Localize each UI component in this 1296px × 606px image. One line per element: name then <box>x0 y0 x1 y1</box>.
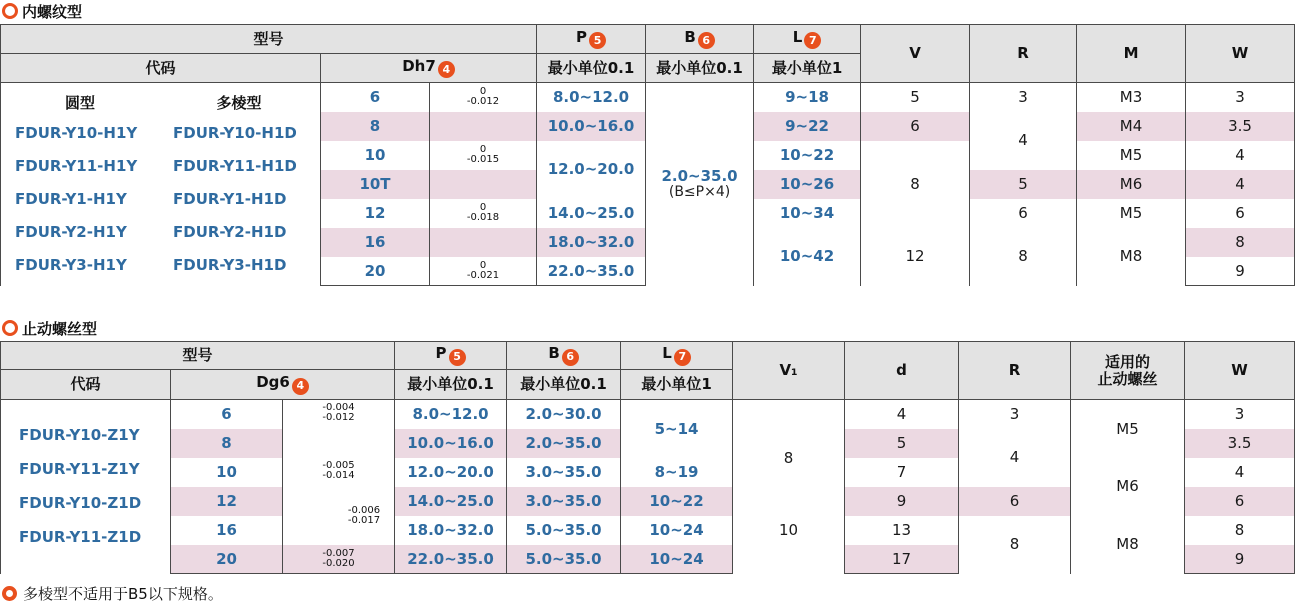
code-list <box>1 400 171 574</box>
w-value: 3 <box>1186 83 1295 112</box>
m-value: M4 <box>1077 112 1186 141</box>
tolerance-empty <box>430 228 537 257</box>
circle-bullet-icon <box>2 3 18 19</box>
r-value: 6 <box>959 487 1071 516</box>
code: FDUR-Y10-Z1D <box>19 494 142 512</box>
multi-code: FDUR-Y1-H1D <box>173 190 287 208</box>
m-value: M5 <box>1077 141 1186 170</box>
header-b: B 6 <box>507 342 621 370</box>
header-d: d <box>845 342 959 400</box>
section1-title <box>2 1 82 21</box>
multi-code: FDUR-Y10-H1D <box>173 124 297 142</box>
number-6-icon: 6 <box>698 32 715 49</box>
r-value: 8 <box>970 228 1077 286</box>
round-code: FDUR-Y10-H1Y <box>15 124 138 142</box>
screw-value: M8 <box>1071 516 1185 574</box>
r-value: 4 <box>959 429 1071 487</box>
round-type-label: 圆型 <box>64 94 95 112</box>
r-value: 4 <box>970 112 1077 170</box>
l-value: 10~24 <box>621 545 733 574</box>
header-p-unit: 最小单位0.1 <box>537 54 646 83</box>
number-7-icon: 7 <box>804 32 821 49</box>
p-value: 22.0~35.0 <box>537 257 646 286</box>
code: FDUR-Y11-Z1Y <box>19 460 140 478</box>
m-value: M5 <box>1077 199 1186 228</box>
number-6-icon: 6 <box>562 349 579 366</box>
b-value: 3.0~35.0 <box>507 458 621 487</box>
l-value: 10~22 <box>754 141 861 170</box>
b-value: 5.0~35.0 <box>507 545 621 574</box>
header-b-unit: 最小单位0.1 <box>646 54 754 83</box>
header-r: R <box>970 25 1077 83</box>
header-model: 型号 <box>1 342 395 370</box>
header-l-unit: 最小单位1 <box>621 370 733 400</box>
header-l-unit: 最小单位1 <box>754 54 861 83</box>
w-value: 4 <box>1186 141 1295 170</box>
p-value: 22.0~35.0 <box>395 545 507 574</box>
table-row <box>1 83 1295 112</box>
header-w: W <box>1185 342 1295 400</box>
tolerance: -0.006 -0.017 <box>347 505 381 526</box>
p-value: 8.0~12.0 <box>395 400 507 429</box>
bullet-dot-icon <box>2 586 17 601</box>
round-code: FDUR-Y3-H1Y <box>15 256 127 274</box>
header-v: V <box>861 25 970 83</box>
tolerance: -0.007 -0.020 <box>283 545 395 574</box>
dg-value: 20 <box>171 545 283 574</box>
tolerance: 0 -0.015 <box>430 141 537 170</box>
d-value: 4 <box>845 400 959 429</box>
r-value: 6 <box>970 199 1077 228</box>
set-screw-table <box>0 341 1295 574</box>
multi-code: FDUR-Y3-H1D <box>173 256 287 274</box>
number-4-icon: 4 <box>438 61 455 78</box>
tolerance: -0.005 -0.014 <box>283 458 395 516</box>
p-value: 14.0~25.0 <box>537 199 646 228</box>
header-dh: Dh7 4 <box>321 54 537 83</box>
w-value: 4 <box>1185 458 1295 487</box>
header-m: M <box>1077 25 1186 83</box>
w-value: 3.5 <box>1185 429 1295 458</box>
b-value: 3.0~35.0 <box>507 487 621 516</box>
dh-value: 10T <box>321 170 430 199</box>
w-value: 6 <box>1185 487 1295 516</box>
l-value: 9~22 <box>754 112 861 141</box>
code: FDUR-Y10-Z1Y <box>19 426 140 444</box>
d-value: 9 <box>845 487 959 516</box>
dh-value: 20 <box>321 257 430 286</box>
dh-value: 12 <box>321 199 430 228</box>
dg-value: 12 <box>171 487 283 516</box>
m-value: M6 <box>1077 170 1186 199</box>
p-value: 14.0~25.0 <box>395 487 507 516</box>
tolerance: 0 -0.018 <box>430 199 537 228</box>
code-list <box>1 83 321 286</box>
v-value: 12 <box>861 228 970 286</box>
section2-title <box>2 318 97 338</box>
r-value: 3 <box>970 83 1077 112</box>
w-value: 3.5 <box>1186 112 1295 141</box>
header-l: L 7 <box>621 342 733 370</box>
v1-value: 8 <box>733 400 845 516</box>
number-7-icon: 7 <box>674 349 691 366</box>
d-value: 13 <box>845 516 959 545</box>
screw-value: M6 <box>1071 458 1185 516</box>
header-b: B 6 <box>646 25 754 54</box>
p-value: 8.0~12.0 <box>537 83 646 112</box>
w-value: 8 <box>1186 228 1295 257</box>
l-value: 10~26 <box>754 170 861 199</box>
footnote <box>2 584 223 602</box>
header-code: 代码 <box>1 370 171 400</box>
dh-value: 16 <box>321 228 430 257</box>
round-code: FDUR-Y11-H1Y <box>15 157 138 175</box>
d-value: 5 <box>845 429 959 458</box>
screw-value: M5 <box>1071 400 1185 458</box>
dg-value: 6 <box>171 400 283 429</box>
dg-value: 10 <box>171 458 283 487</box>
w-value: 3 <box>1185 400 1295 429</box>
p-value: 10.0~16.0 <box>395 429 507 458</box>
tolerance: -0.004 -0.012 <box>283 400 395 458</box>
table-row <box>1 458 1295 487</box>
multi-code: FDUR-Y11-H1D <box>173 157 297 175</box>
tolerance-empty <box>430 112 537 141</box>
dh-value: 8 <box>321 112 430 141</box>
header-w: W <box>1186 25 1295 83</box>
l-value: 8~19 <box>621 458 733 487</box>
b-value: 5.0~35.0 <box>507 516 621 545</box>
header-v1: V₁ <box>733 342 845 400</box>
header-screw: 适用的 止动螺丝 <box>1071 342 1185 400</box>
p-value: 18.0~32.0 <box>395 516 507 545</box>
multi-type-label: 多棱型 <box>216 94 262 112</box>
header-model: 型号 <box>1 25 537 54</box>
v1-value: 10 <box>733 516 845 574</box>
header-l: L 7 <box>754 25 861 54</box>
header-dg: Dg6 4 <box>171 370 395 400</box>
w-value: 6 <box>1186 199 1295 228</box>
footnote-text: 多棱型不适用于B5以下规格。 <box>23 584 223 603</box>
w-value: 4 <box>1186 170 1295 199</box>
header-b-unit: 最小单位0.1 <box>507 370 621 400</box>
internal-thread-table <box>0 24 1295 286</box>
dg-value: 8 <box>171 429 283 458</box>
round-code: FDUR-Y1-H1Y <box>15 190 127 208</box>
tolerance-empty <box>430 170 537 199</box>
header-r: R <box>959 342 1071 400</box>
d-value: 17 <box>845 545 959 574</box>
round-code: FDUR-Y2-H1Y <box>15 223 127 241</box>
number-4-icon: 4 <box>292 378 309 395</box>
table-row <box>1 400 1295 429</box>
table-row <box>1 516 1295 545</box>
l-value: 10~42 <box>754 228 861 286</box>
l-value: 10~34 <box>754 199 861 228</box>
l-value: 10~22 <box>621 487 733 516</box>
v-value: 6 <box>861 112 970 141</box>
w-value: 9 <box>1185 545 1295 574</box>
circle-bullet-icon <box>2 320 18 336</box>
code: FDUR-Y11-Z1D <box>19 528 142 546</box>
m-value: M8 <box>1077 228 1186 286</box>
w-value: 9 <box>1186 257 1295 286</box>
b-value: 2.0~35.0 <box>507 429 621 458</box>
section1-title-text: 内螺纹型 <box>22 2 83 21</box>
tolerance: 0 -0.021 <box>430 257 537 286</box>
tolerance: 0 -0.012 <box>430 83 537 112</box>
header-p: P 5 <box>395 342 507 370</box>
l-value: 10~24 <box>621 516 733 545</box>
p-value: 12.0~20.0 <box>395 458 507 487</box>
r-value: 5 <box>970 170 1077 199</box>
dh-value: 6 <box>321 83 430 112</box>
p-value: 18.0~32.0 <box>537 228 646 257</box>
multi-code: FDUR-Y2-H1D <box>173 223 287 241</box>
b-value: 2.0~35.0 (B≤P×4) <box>646 83 754 286</box>
dg-value: 16 <box>171 516 283 545</box>
dh-value: 10 <box>321 141 430 170</box>
l-value: 9~18 <box>754 83 861 112</box>
section2-title-text: 止动螺丝型 <box>22 319 98 338</box>
header-p: P 5 <box>537 25 646 54</box>
p-value: 10.0~16.0 <box>537 112 646 141</box>
d-value: 7 <box>845 458 959 487</box>
v-value: 8 <box>861 141 970 228</box>
header-code: 代码 <box>1 54 321 83</box>
r-value: 8 <box>959 516 1071 574</box>
header-p-unit: 最小单位0.1 <box>395 370 507 400</box>
v-value: 5 <box>861 83 970 112</box>
w-value: 8 <box>1185 516 1295 545</box>
m-value: M3 <box>1077 83 1186 112</box>
number-5-icon: 5 <box>589 32 606 49</box>
p-value: 12.0~20.0 <box>537 141 646 199</box>
number-5-icon: 5 <box>449 349 466 366</box>
b-value: 2.0~30.0 <box>507 400 621 429</box>
r-value: 3 <box>959 400 1071 429</box>
l-value: 5~14 <box>621 400 733 458</box>
